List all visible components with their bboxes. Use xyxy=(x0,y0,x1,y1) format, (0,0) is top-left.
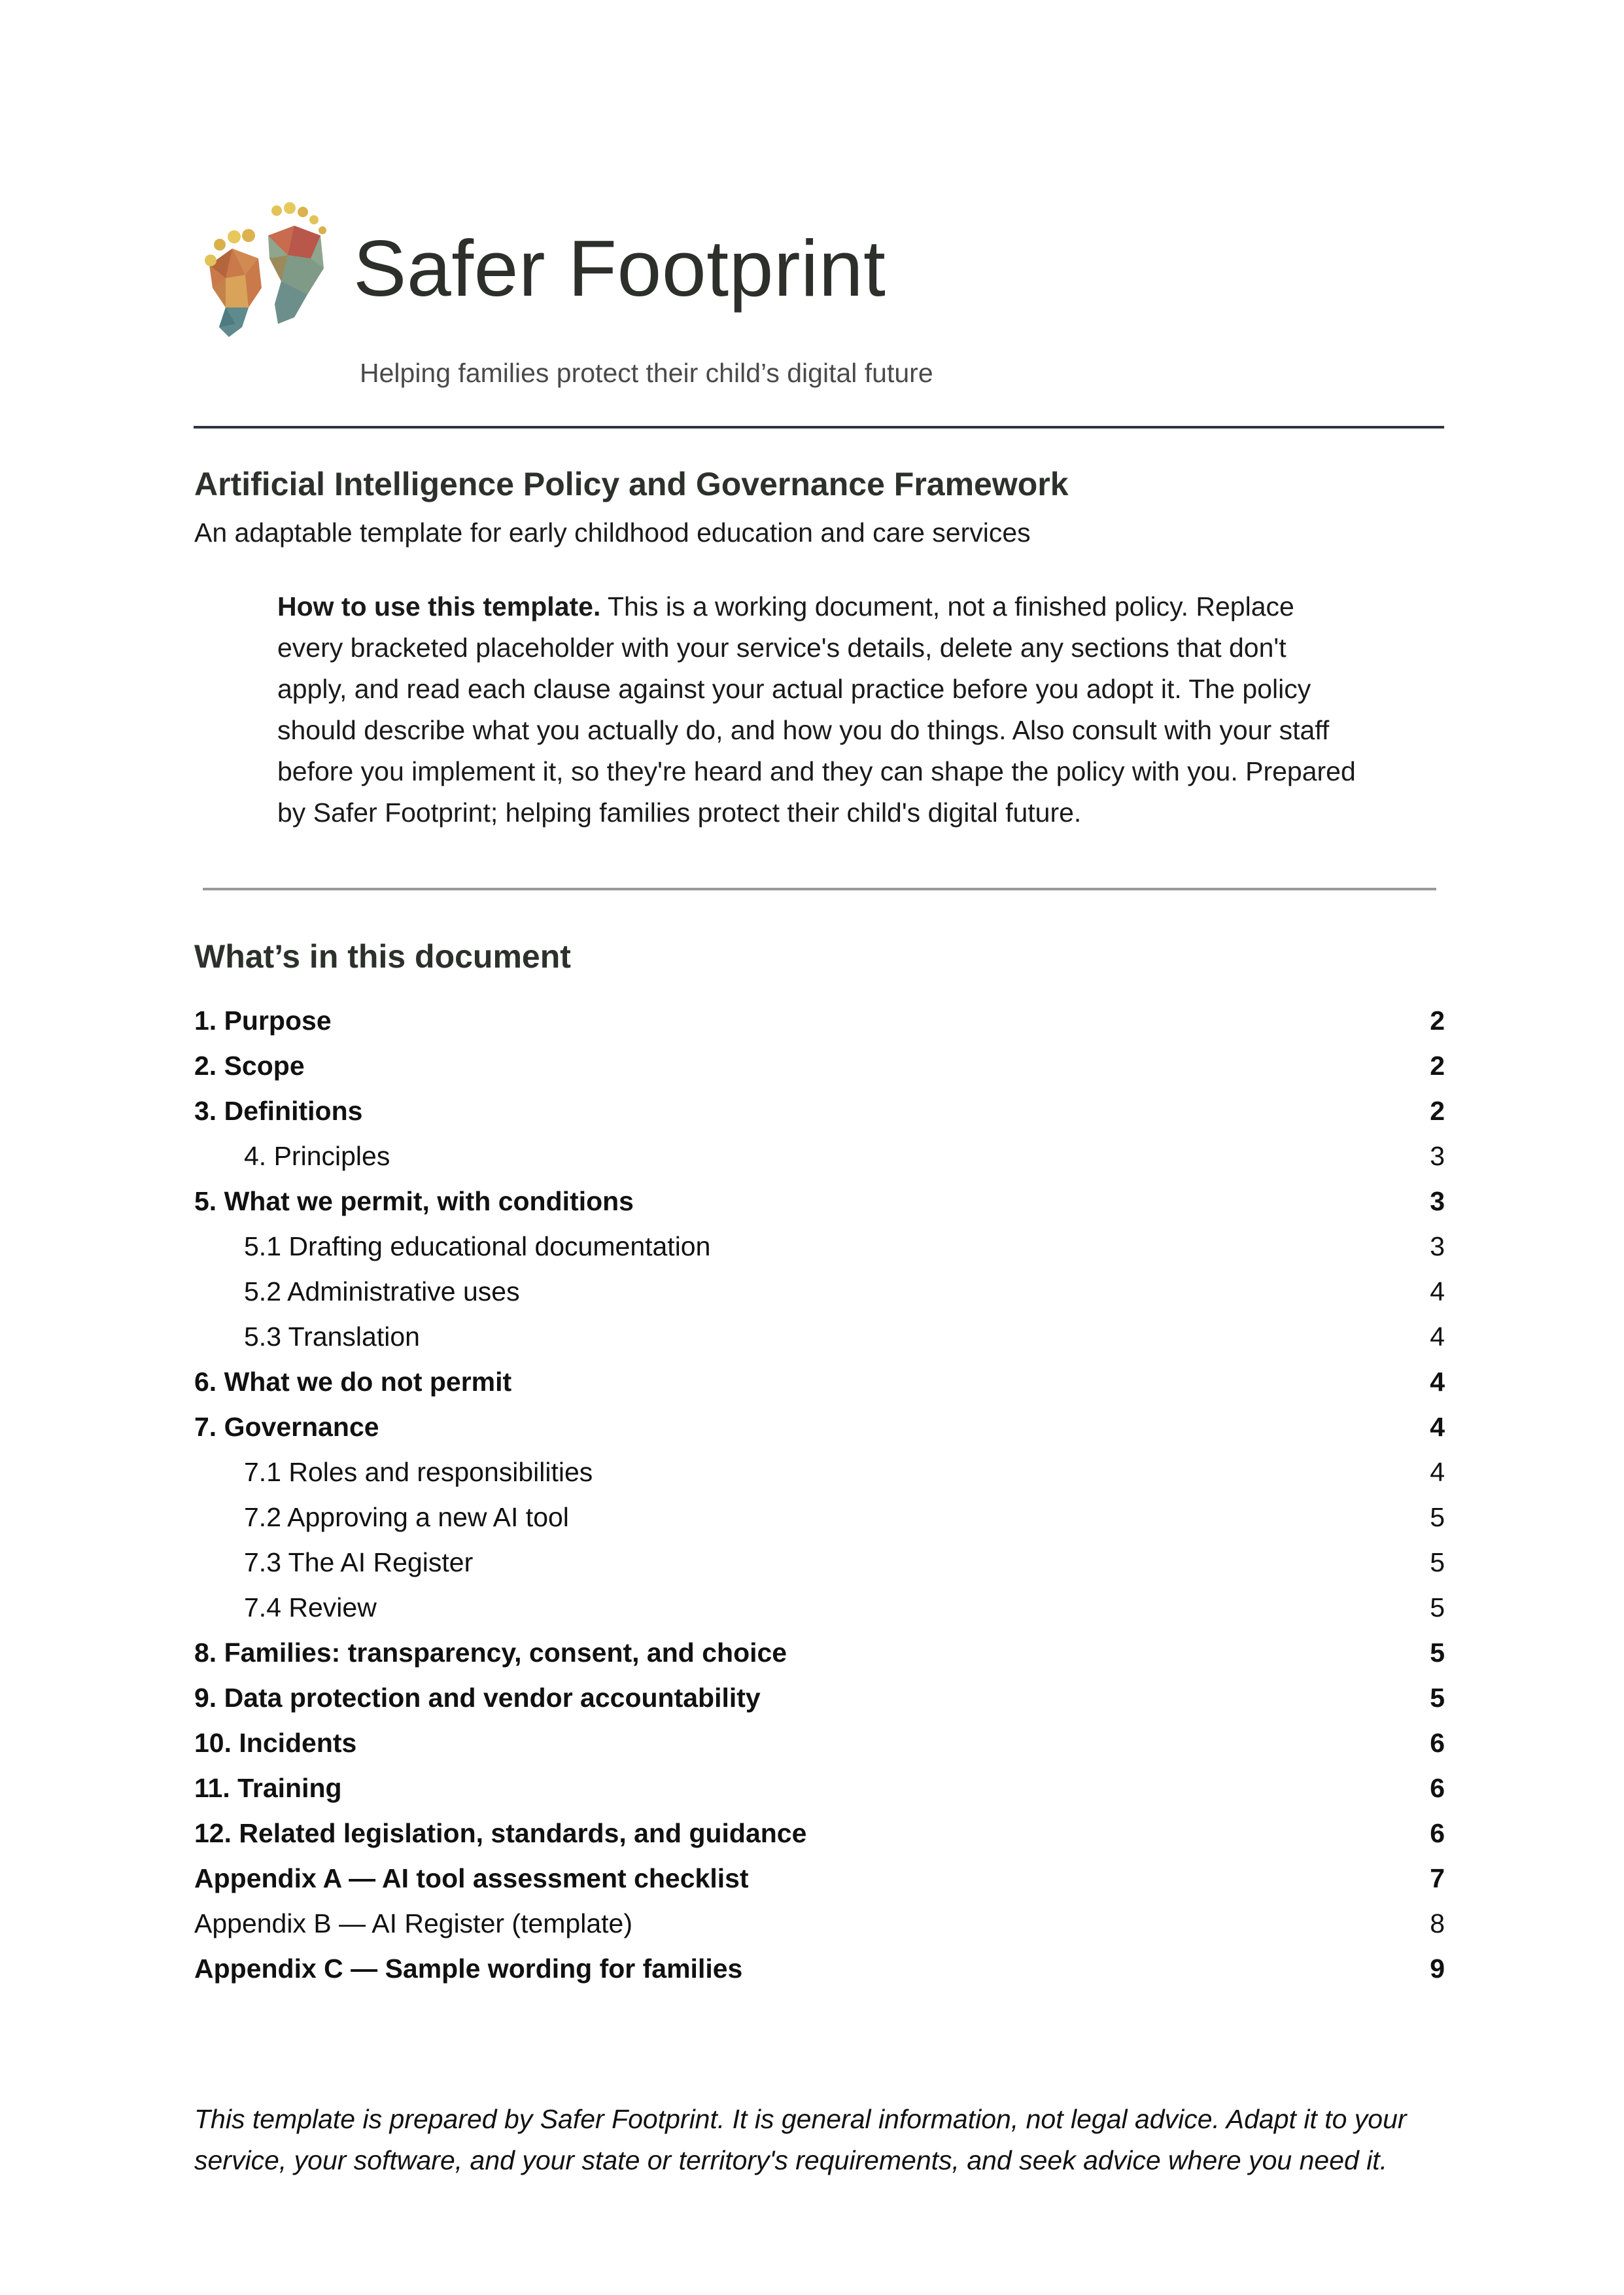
toc-heading: What’s in this document xyxy=(194,938,571,975)
toc-entry[interactable] xyxy=(194,1675,1445,1721)
toc-entry[interactable] xyxy=(194,1134,1445,1179)
toc-entry-page: 9 xyxy=(1430,1953,1445,1984)
toc-entry-label[interactable]: 4. Principles xyxy=(244,1141,390,1171)
toc-entry-page: 6 xyxy=(1430,1728,1445,1758)
brand-tagline: Helping families protect their child’s digital future xyxy=(360,358,933,388)
toc-entry-page: 2 xyxy=(1430,1006,1445,1036)
toc-entry[interactable] xyxy=(194,1359,1445,1405)
toc-entry-page: 8 xyxy=(1430,1908,1445,1938)
toc-entry[interactable] xyxy=(194,1450,1445,1495)
section-divider xyxy=(203,888,1436,890)
document-title: Artificial Intelligence Policy and Governance Framework xyxy=(194,466,1069,502)
toc-entry[interactable] xyxy=(194,1540,1445,1585)
toc-entry-page: 6 xyxy=(1430,1818,1445,1848)
toc-entry[interactable] xyxy=(194,1224,1445,1269)
toc-entry[interactable] xyxy=(194,1089,1445,1134)
toc-entry-label[interactable]: 7.4 Review xyxy=(244,1592,377,1622)
toc-entry-page: 3 xyxy=(1430,1186,1445,1216)
footprints-icon xyxy=(196,196,337,353)
document-subtitle: An adaptable template for early childhood education and care services xyxy=(194,517,1031,548)
toc-entry-page: 5 xyxy=(1430,1638,1445,1668)
toc-entry[interactable] xyxy=(194,1721,1445,1766)
toc-entry-page: 5 xyxy=(1430,1683,1445,1713)
toc-entry-page: 6 xyxy=(1430,1773,1445,1803)
toc-entry[interactable] xyxy=(194,1766,1445,1811)
toc-entry[interactable] xyxy=(194,1946,1445,1991)
toc-entry[interactable] xyxy=(194,1179,1445,1224)
toc-entry-label[interactable]: 1. Purpose xyxy=(194,1006,332,1036)
usage-instructions xyxy=(277,586,1363,833)
toc-entry-label[interactable]: 7.1 Roles and responsibilities xyxy=(244,1457,593,1487)
table-of-contents xyxy=(194,998,1445,1991)
toc-entry[interactable] xyxy=(194,1630,1445,1675)
toc-entry-page: 4 xyxy=(1430,1412,1445,1442)
toc-entry-page: 5 xyxy=(1430,1502,1445,1532)
toc-entry[interactable] xyxy=(194,1314,1445,1359)
toc-entry-page: 4 xyxy=(1430,1276,1445,1306)
toc-entry-label[interactable]: Appendix B — AI Register (template) xyxy=(194,1908,632,1938)
toc-entry-label[interactable]: 11. Training xyxy=(194,1773,342,1803)
toc-entry-page: 3 xyxy=(1430,1141,1445,1171)
toc-entry-label[interactable]: 7. Governance xyxy=(194,1412,379,1442)
toc-entry-label[interactable]: 9. Data protection and vendor accountability xyxy=(194,1683,761,1713)
toc-entry-page: 2 xyxy=(1430,1096,1445,1126)
toc-entry-page: 5 xyxy=(1430,1547,1445,1577)
toc-entry-page: 7 xyxy=(1430,1863,1445,1893)
toc-entry-label[interactable]: Appendix C — Sample wording for families xyxy=(194,1953,743,1984)
toc-entry-label[interactable]: 5. What we permit, with conditions xyxy=(194,1186,634,1216)
toc-entry-label[interactable]: 5.3 Translation xyxy=(244,1322,420,1352)
toc-entry[interactable] xyxy=(194,1405,1445,1450)
toc-entry-page: 5 xyxy=(1430,1592,1445,1622)
toc-entry-page: 2 xyxy=(1430,1051,1445,1081)
toc-entry[interactable] xyxy=(194,998,1445,1043)
toc-entry-label[interactable]: 5.1 Drafting educational documentation xyxy=(244,1231,711,1261)
toc-entry[interactable] xyxy=(194,1811,1445,1856)
toc-entry-label[interactable]: 3. Definitions xyxy=(194,1096,363,1126)
usage-lead: How to use this template. xyxy=(277,591,601,622)
toc-entry[interactable] xyxy=(194,1043,1445,1089)
toc-entry-page: 4 xyxy=(1430,1367,1445,1397)
toc-entry-label[interactable]: 12. Related legislation, standards, and guidance xyxy=(194,1818,807,1848)
toc-entry[interactable] xyxy=(194,1856,1445,1901)
brand-name: Safer Footprint xyxy=(353,224,886,313)
toc-entry-page: 4 xyxy=(1430,1457,1445,1487)
toc-entry-label[interactable]: 5.2 Administrative uses xyxy=(244,1276,520,1306)
toc-entry-label[interactable]: Appendix A — AI tool assessment checklist xyxy=(194,1863,749,1893)
toc-entry-label[interactable]: 2. Scope xyxy=(194,1051,305,1081)
toc-entry[interactable] xyxy=(194,1585,1445,1630)
toc-entry-page: 3 xyxy=(1430,1231,1445,1261)
toc-entry[interactable] xyxy=(194,1495,1445,1540)
toc-entry[interactable] xyxy=(194,1901,1445,1946)
toc-entry-label[interactable]: 7.3 The AI Register xyxy=(244,1547,474,1577)
disclaimer: This template is prepared by Safer Footprint. It is general information, not legal advice. Adapt it to your service, your software, and your state or territory's requirements, and seek advice where you need it. xyxy=(194,2104,1407,2175)
toc-entry-page: 4 xyxy=(1430,1322,1445,1352)
usage-body: This is a working document, not a finished policy. Replace every bracketed placeholder with your service's details, delete any sections that don't apply, and read each clause against your actual practice before you adopt it. The policy should describe what you actually do, and how you do things. Also consult with your staff before you implement it, so they're heard and they can shape the policy with you. Prepared by Safer Footprint; helping families protect their child's digital future. xyxy=(277,591,1356,828)
header-divider xyxy=(194,426,1444,429)
toc-entry-label[interactable]: 6. What we do not permit xyxy=(194,1367,512,1397)
toc-entry-label[interactable]: 8. Families: transparency, consent, and choice xyxy=(194,1638,787,1668)
toc-entry-label[interactable]: 10. Incidents xyxy=(194,1728,357,1758)
toc-entry-label[interactable]: 7.2 Approving a new AI tool xyxy=(244,1502,569,1532)
toc-entry[interactable] xyxy=(194,1269,1445,1314)
